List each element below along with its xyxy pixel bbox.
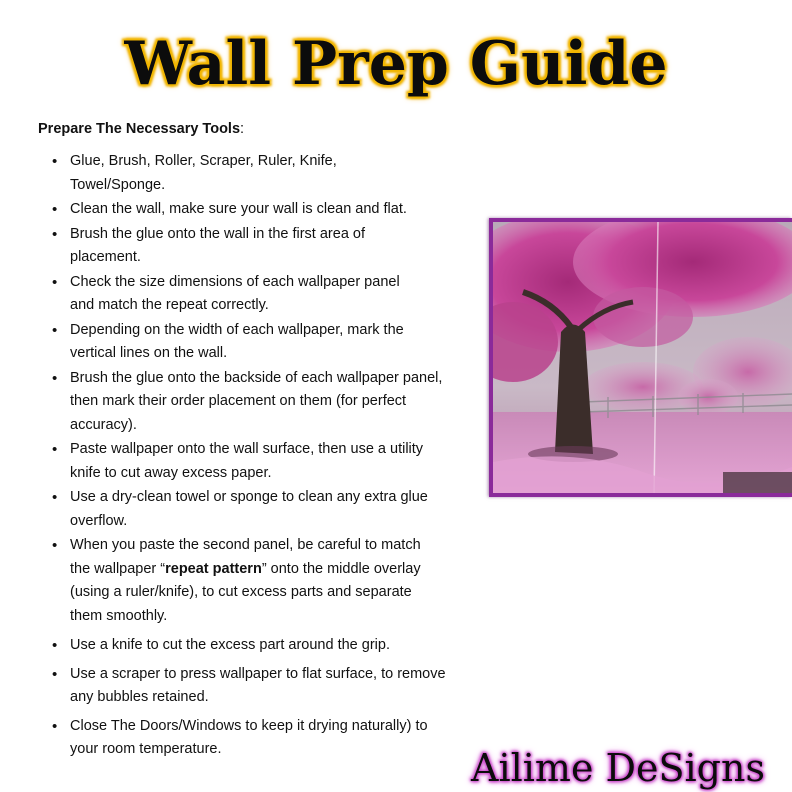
list-item bbox=[46, 534, 442, 628]
list-item: • Use a knife to cut the excess part around the grip. bbox=[46, 634, 490, 658]
list-item: • Close The Doors/Windows to keep it drying naturally) to your room temperature. bbox=[46, 715, 430, 762]
wallpaper-sample-photo bbox=[489, 218, 792, 497]
list-item: • Use a dry-clean towel or sponge to clean any extra glue overflow. bbox=[46, 486, 450, 533]
list-item: • Brush the glue onto the wall in the first area of placement. bbox=[46, 223, 422, 270]
steps-list bbox=[46, 150, 456, 763]
tools-heading-text: Prepare The Necessary Tools bbox=[38, 121, 241, 137]
tools-heading bbox=[38, 121, 244, 137]
pink-tree-image bbox=[493, 222, 792, 497]
repeat-pattern-emphasis: repeat pattern bbox=[165, 560, 262, 577]
list-item: • Check the size dimensions of each wallpaper panel and match the repeat correctly. bbox=[46, 271, 422, 318]
list-item: • Depending on the width of each wallpaper, mark the vertical lines on the wall. bbox=[46, 319, 442, 366]
repeat-step-text-start: When you paste the second panel, be careful to match the wallpaper “ bbox=[70, 537, 421, 577]
list-item: • Paste wallpaper onto the wall surface, then use a utility knife to cut away excess paper. bbox=[46, 438, 452, 485]
list-item: • Glue, Brush, Roller, Scraper, Ruler, Knife, Towel/Sponge. bbox=[46, 150, 390, 197]
tools-heading-colon: : bbox=[240, 121, 245, 137]
page-title: Wall Prep Guide bbox=[124, 29, 668, 99]
list-item: • Clean the wall, make sure your wall is clean and flat. bbox=[46, 198, 440, 222]
list-item: • Use a scraper to press wallpaper to flat surface, to remove any bubbles retained. bbox=[46, 663, 470, 710]
brand-signature: Ailime DeSigns bbox=[471, 746, 765, 790]
repeat-step-text-end: ” onto the middle overlay (using a ruler/knife), to cut excess parts and separate them smoothly. bbox=[70, 560, 421, 624]
list-item: • Brush the glue onto the backside of each wallpaper panel, then mark their order placement on them (for perfect accuracy). bbox=[46, 367, 460, 438]
